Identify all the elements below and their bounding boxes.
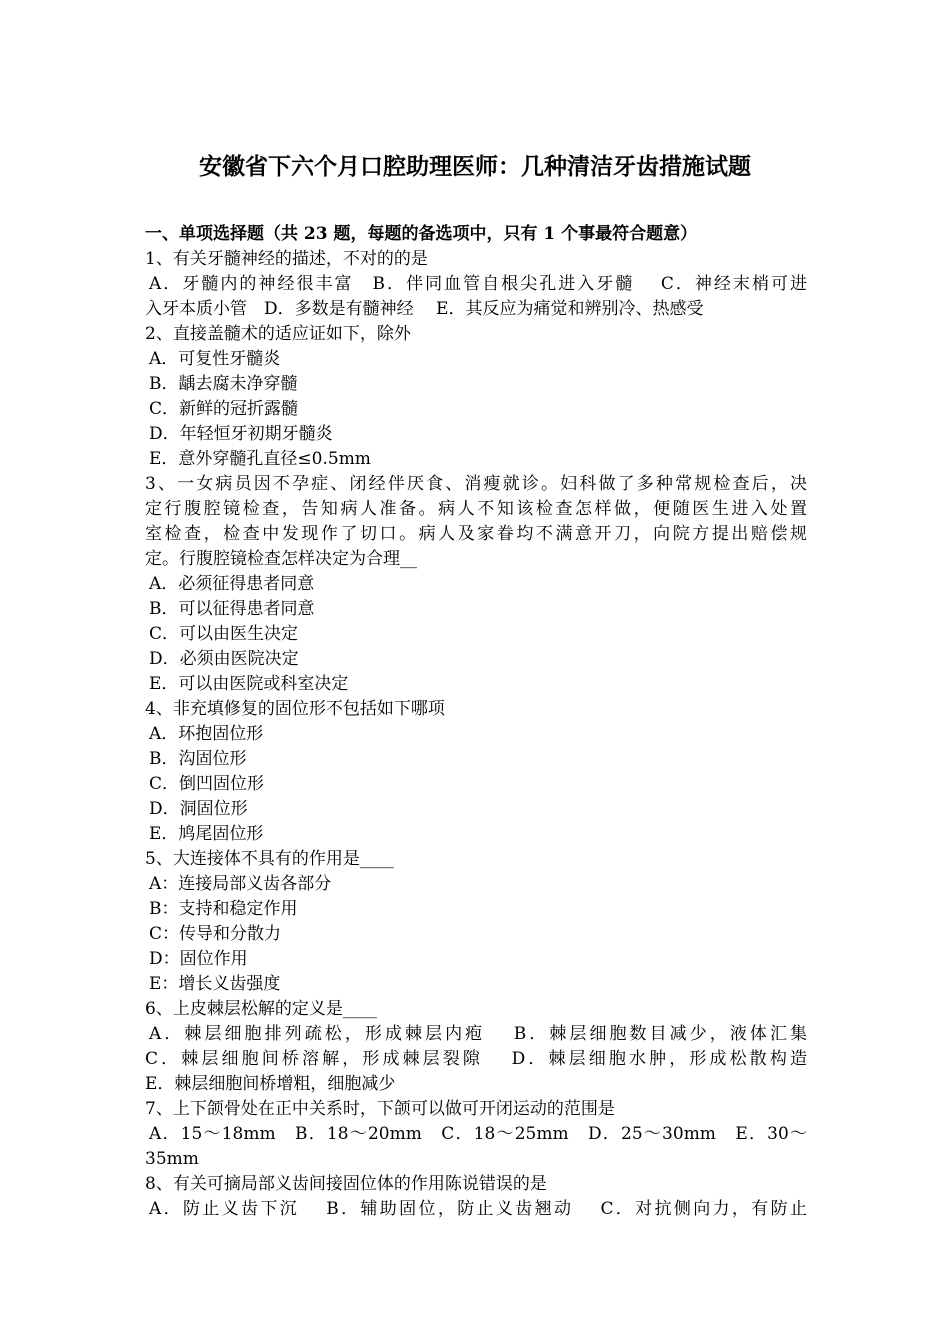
question-stem: 定行腹腔镜检查，告知病人准备。病人不知该检查怎样做，便随医生进入处置: [145, 499, 807, 519]
question-option: B．龋去腐未净穿髓: [149, 374, 298, 394]
question-option: B．可以征得患者同意: [149, 599, 315, 619]
section-heading: 一、单项选择题（共 23 题，每题的备选项中，只有 1 个事最符合题意）: [145, 224, 698, 244]
question-option: C．可以由医生决定: [149, 624, 299, 644]
question-options-line: C．棘层细胞间桥溶解，形成棘层裂隙 D．棘层细胞水肿，形成松散构造: [145, 1049, 807, 1069]
question-4: [145, 697, 807, 847]
question-option: B．沟固位形: [149, 749, 247, 769]
question-options-line: A．牙髓内的神经很丰富 B．伴同血管自根尖孔进入牙髓 C．神经末梢可进: [149, 274, 807, 294]
question-option: D．洞固位形: [149, 799, 248, 819]
question-option: D．必须由医院决定: [149, 649, 299, 669]
question-option: D．年轻恒牙初期牙髓炎: [149, 424, 333, 444]
question-options-line: E．棘层细胞间桥增粗，细胞减少: [145, 1074, 396, 1094]
question-stem: 室检查，检查中发现作了切口。病人及家眷均不满意开刀，向院方提出赔偿规: [145, 524, 807, 544]
question-2: [145, 322, 807, 472]
question-stem: 2、直接盖髓术的适应证如下，除外: [145, 324, 411, 344]
question-options-line: A．防止义齿下沉 B．辅助固位，防止义齿翘动 C．对抗侧向力，有防止: [149, 1199, 807, 1219]
question-option: C：传导和分散力: [149, 924, 282, 944]
question-7: [145, 1097, 807, 1172]
question-option: C．倒凹固位形: [149, 774, 265, 794]
question-option: A：连接局部义齿各部分: [149, 874, 332, 894]
question-stem: 8、有关可摘局部义齿间接固位体的作用陈说错误的是: [145, 1174, 547, 1194]
question-stem: 3、一女病员因不孕症、闭经伴厌食、消瘦就诊。妇科做了多种常规检查后，决: [145, 474, 807, 494]
question-options-line: A．15～18mm B．18～20mm C．18～25mm D．25～30mm E．30～: [149, 1124, 807, 1144]
question-1: [145, 247, 807, 322]
question-stem: 7、上下颌骨处在正中关系时，下颌可以做可开闭运动的范围是: [145, 1099, 615, 1119]
question-5: [145, 847, 807, 997]
question-option: E．鸠尾固位形: [149, 824, 264, 844]
question-options-line: A．棘层细胞排列疏松，形成棘层内疱 B．棘层细胞数目减少，液体汇集: [149, 1024, 807, 1044]
question-options-line: 35mm: [145, 1149, 199, 1169]
question-option: E：增长义齿强度: [149, 974, 281, 994]
question-option: D：固位作用: [149, 949, 248, 969]
question-option: E．可以由医院或科室决定: [149, 674, 349, 694]
question-option: A．可复性牙髓炎: [149, 349, 281, 369]
question-stem: 6、上皮棘层松解的定义是____: [145, 999, 377, 1019]
question-option: A．必须征得患者同意: [149, 574, 315, 594]
document-title: 安徽省下六个月口腔助理医师：几种清洁牙齿措施试题: [199, 153, 751, 180]
question-option: E．意外穿髓孔直径≤0.5mm: [149, 449, 371, 469]
question-stem: 5、大连接体不具有的作用是____: [145, 849, 394, 869]
question-option: A．环抱固位形: [149, 724, 264, 744]
question-options-line: 入牙本质小管 D．多数是有髓神经 E．其反应为痛觉和辨别冷、热感受: [145, 299, 704, 319]
document-body: [145, 222, 807, 1222]
question-stem: 定。行腹腔镜检查怎样决定为合理__: [145, 549, 417, 569]
question-3: [145, 472, 807, 697]
question-option: B：支持和稳定作用: [149, 899, 298, 919]
question-stem: 1、有关牙髓神经的描述，不对的的是: [145, 249, 428, 269]
question-6: [145, 997, 807, 1097]
question-8: [145, 1172, 807, 1222]
question-stem: 4、非充填修复的固位形不包括如下哪项: [145, 699, 445, 719]
question-option: C．新鲜的冠折露髓: [149, 399, 299, 419]
